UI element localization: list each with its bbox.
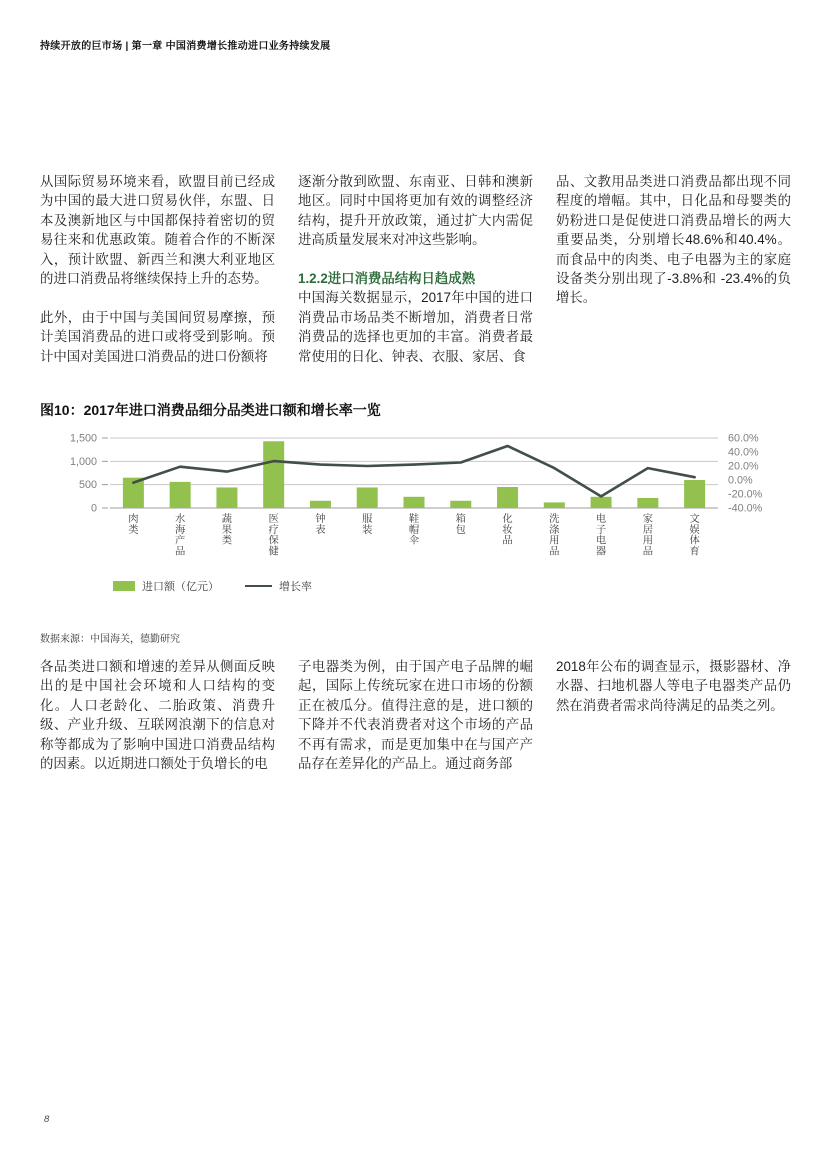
svg-text:-20.0%: -20.0% — [728, 488, 763, 501]
paragraph: 各品类进口额和增速的差异从侧面反映出的是中国社会环境和人口结构的变化。人口老龄化、二胎政策、消费升级、产业升级、互联网浪潮下的信息对称等都成为了影响中国进口消费品结构的因素。以近期进口额处于负增长的电 — [40, 659, 275, 772]
text-column-3 — [556, 172, 791, 366]
paragraph: 品、文教用品类进口消费品都出现不同程度的增幅。其中，日化品和母婴类的奶粉进口是促使进口消费品增长的两大重要品类，分别增长48.6%和40.4%。而食品中的肉类、电子电器为主的家庭设备类分别出现了-3.8%和 -23.4%的负增长。 — [556, 174, 791, 306]
page-number: 8 — [44, 1114, 50, 1125]
svg-text:电子电器: 电子电器 — [595, 514, 607, 558]
paragraph: 逐渐分散到欧盟、东南亚、日韩和澳新地区。同时中国将更加有效的调整经济结构，提升开放政策，通过扩大内需促进高质量发展来对冲这些影响。 — [298, 174, 533, 248]
text-column-6 — [556, 657, 791, 773]
legend-line-swatch — [245, 585, 272, 587]
svg-text:肉类: 肉类 — [128, 514, 139, 536]
svg-text:蔬果类: 蔬果类 — [221, 514, 233, 547]
text-column-2 — [298, 172, 533, 366]
svg-text:-40.0%: -40.0% — [728, 502, 763, 515]
svg-text:40.0%: 40.0% — [728, 446, 759, 459]
svg-text:化妆品: 化妆品 — [502, 514, 513, 547]
chart-canvas — [38, 424, 790, 576]
paragraph: 子电器类为例，由于国产电子品牌的崛起，国际上传统玩家在进口市场的份额正在被瓜分。值得注意的是，进口额的下降并不代表消费者对这个市场的产品不再有需求，而是更加集中在与国产产品存在差异化的产品上。通过商务部 — [298, 659, 533, 772]
svg-text:文娱体育: 文娱体育 — [689, 514, 700, 558]
running-header: 持续开放的巨市场 | 第一章 中国消费增长推动进口业务持续发展 — [40, 41, 331, 52]
legend-line-label: 增长率 — [279, 581, 312, 593]
legend-bar-label: 进口额（亿元） — [142, 581, 219, 593]
text-column-1 — [40, 172, 275, 366]
figure-title: 图10：2017年进口消费品细分品类进口额和增长率一览 — [40, 402, 381, 418]
svg-text:60.0%: 60.0% — [728, 432, 759, 445]
svg-text:水海产品: 水海产品 — [175, 514, 186, 558]
svg-text:20.0%: 20.0% — [728, 460, 759, 473]
import-growth-chart — [38, 424, 790, 576]
svg-text:1,500: 1,500 — [69, 432, 97, 445]
text-column-4 — [40, 657, 275, 773]
paragraph: 中国海关数据显示，2017年中国的进口消费品市场品类不断增加，消费者日常消费品的选择也更加的丰富。消费者最常使用的日化、钟表、衣服、家居、食 — [298, 290, 533, 364]
text-column-5 — [298, 657, 533, 773]
svg-text:0.0%: 0.0% — [728, 474, 753, 487]
svg-text:洗涤用品: 洗涤用品 — [549, 514, 560, 558]
section-heading-122: 1.2.2进口消费品结构日趋成熟 — [298, 271, 476, 287]
svg-text:家居用品: 家居用品 — [642, 514, 653, 558]
paragraph: 2018年公布的调查显示，摄影器材、净水器、扫地机器人等电子电器类产品仍然在消费者需求尚待满足的品类之列。 — [556, 659, 791, 713]
paragraph: 此外，由于中国与美国间贸易摩擦，预计美国消费品的进口或将受到影响。预计中国对美国进口消费品的进口份额将 — [40, 309, 275, 364]
bottom-text-columns — [40, 657, 791, 773]
svg-text:钟表: 钟表 — [315, 514, 326, 536]
svg-text:1,000: 1,000 — [69, 455, 97, 468]
svg-text:500: 500 — [78, 479, 97, 492]
svg-text:箱包: 箱包 — [455, 514, 466, 536]
svg-text:服装: 服装 — [362, 514, 373, 536]
top-text-columns — [40, 172, 791, 366]
svg-text:鞋帽伞: 鞋帽伞 — [408, 514, 420, 547]
data-source-note: 数据来源：中国海关，德勤研究 — [40, 634, 180, 645]
svg-text:0: 0 — [90, 502, 97, 515]
chart-legend — [113, 578, 312, 594]
legend-bar-swatch — [113, 581, 135, 591]
paragraph: 从国际贸易环境来看，欧盟目前已经成为中国的最大进口贸易伙伴，东盟、日本及澳新地区与中国都保持着密切的贸易往来和优惠政策。随着合作的不断深入，预计欧盟、新西兰和澳大利亚地区的进口消费品将继续保持上升的态势。 — [40, 174, 275, 287]
svg-text:医疗保健: 医疗保健 — [268, 514, 279, 558]
